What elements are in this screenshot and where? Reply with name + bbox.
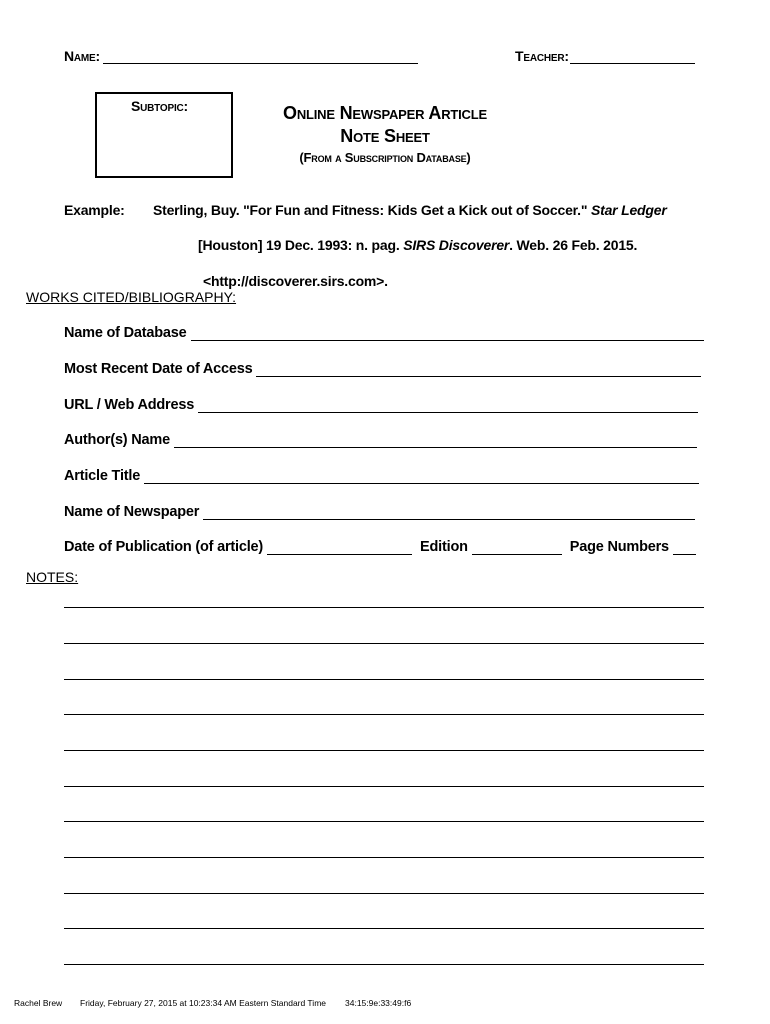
footer-timestamp: Friday, February 27, 2015 at 10:23:34 AM Eastern Standard Time: [80, 998, 327, 1008]
field-name-of-database[interactable]: [64, 325, 704, 341]
edition-field[interactable]: [472, 540, 562, 555]
notes-line[interactable]: [64, 893, 704, 894]
field-most-recent-date-of-access[interactable]: [64, 361, 701, 377]
name-field[interactable]: [103, 63, 418, 64]
footer-author: Rachel Brew: [14, 998, 63, 1008]
notes-heading: NOTES:: [26, 569, 79, 585]
example-line2: [198, 237, 637, 253]
field-input-line[interactable]: [203, 505, 695, 520]
teacher-label: Teacher:: [515, 48, 569, 64]
example-line2-pre: [Houston] 19 Dec. 1993: n. pag.: [198, 237, 400, 253]
title-line3: (From a Subscription Database): [299, 150, 471, 165]
subtopic-label: Subtopic:: [131, 98, 189, 114]
footer-code: 34:15:9e:33:49:f6: [345, 998, 412, 1008]
edition-label: Edition: [420, 539, 468, 555]
notes-line[interactable]: [64, 821, 704, 822]
example-line1: [153, 202, 667, 218]
teacher-field[interactable]: [570, 63, 695, 64]
notes-line[interactable]: [64, 714, 704, 715]
field-input-line[interactable]: [191, 326, 704, 341]
works-cited-heading: WORKS CITED/BIBLIOGRAPHY:: [26, 289, 237, 305]
example-line1-italic: Star Ledger: [590, 202, 667, 218]
notes-line[interactable]: [64, 786, 704, 787]
field-url-web-address[interactable]: [64, 397, 698, 413]
field-label: Name of Newspaper: [64, 504, 200, 520]
field-label: URL / Web Address: [64, 397, 195, 413]
notes-line[interactable]: [64, 964, 704, 965]
name-label: Name:: [64, 48, 100, 64]
example-line2-italic: SIRS Discoverer: [403, 237, 510, 253]
title-line1: Online Newspaper Article: [283, 103, 487, 123]
example-label: Example:: [64, 202, 125, 218]
field-input-line[interactable]: [144, 469, 699, 484]
field-input-line[interactable]: [198, 398, 698, 413]
page-numbers-label: Page Numbers: [569, 539, 669, 555]
page-numbers-field[interactable]: [673, 540, 696, 555]
notes-line[interactable]: [64, 607, 704, 608]
field-authors-name[interactable]: [64, 432, 697, 448]
notes-line[interactable]: [64, 750, 704, 751]
publication-details-row: [64, 539, 696, 555]
field-article-title[interactable]: [64, 468, 699, 484]
subtopic-box[interactable]: [95, 92, 233, 178]
date-of-publication-field[interactable]: [267, 540, 412, 555]
example-line2-post: . Web. 26 Feb. 2015.: [509, 237, 638, 253]
field-name-of-newspaper[interactable]: [64, 504, 695, 520]
notes-line[interactable]: [64, 928, 704, 929]
title-line2: Note Sheet: [340, 126, 430, 146]
field-input-line[interactable]: [256, 362, 701, 377]
notes-line[interactable]: [64, 857, 704, 858]
field-label: Author(s) Name: [64, 432, 170, 448]
notes-line[interactable]: [64, 643, 704, 644]
notes-line[interactable]: [64, 679, 704, 680]
example-line3: <http://discoverer.sirs.com>.: [203, 273, 388, 289]
field-label: Name of Database: [64, 325, 187, 341]
date-of-publication-label: Date of Publication (of article): [64, 539, 264, 555]
field-input-line[interactable]: [174, 433, 697, 448]
field-label: Article Title: [64, 468, 141, 484]
example-line1-text: Sterling, Buy. "For Fun and Fitness: Kids Get a Kick out of Soccer.": [153, 202, 588, 218]
field-label: Most Recent Date of Access: [64, 361, 253, 377]
